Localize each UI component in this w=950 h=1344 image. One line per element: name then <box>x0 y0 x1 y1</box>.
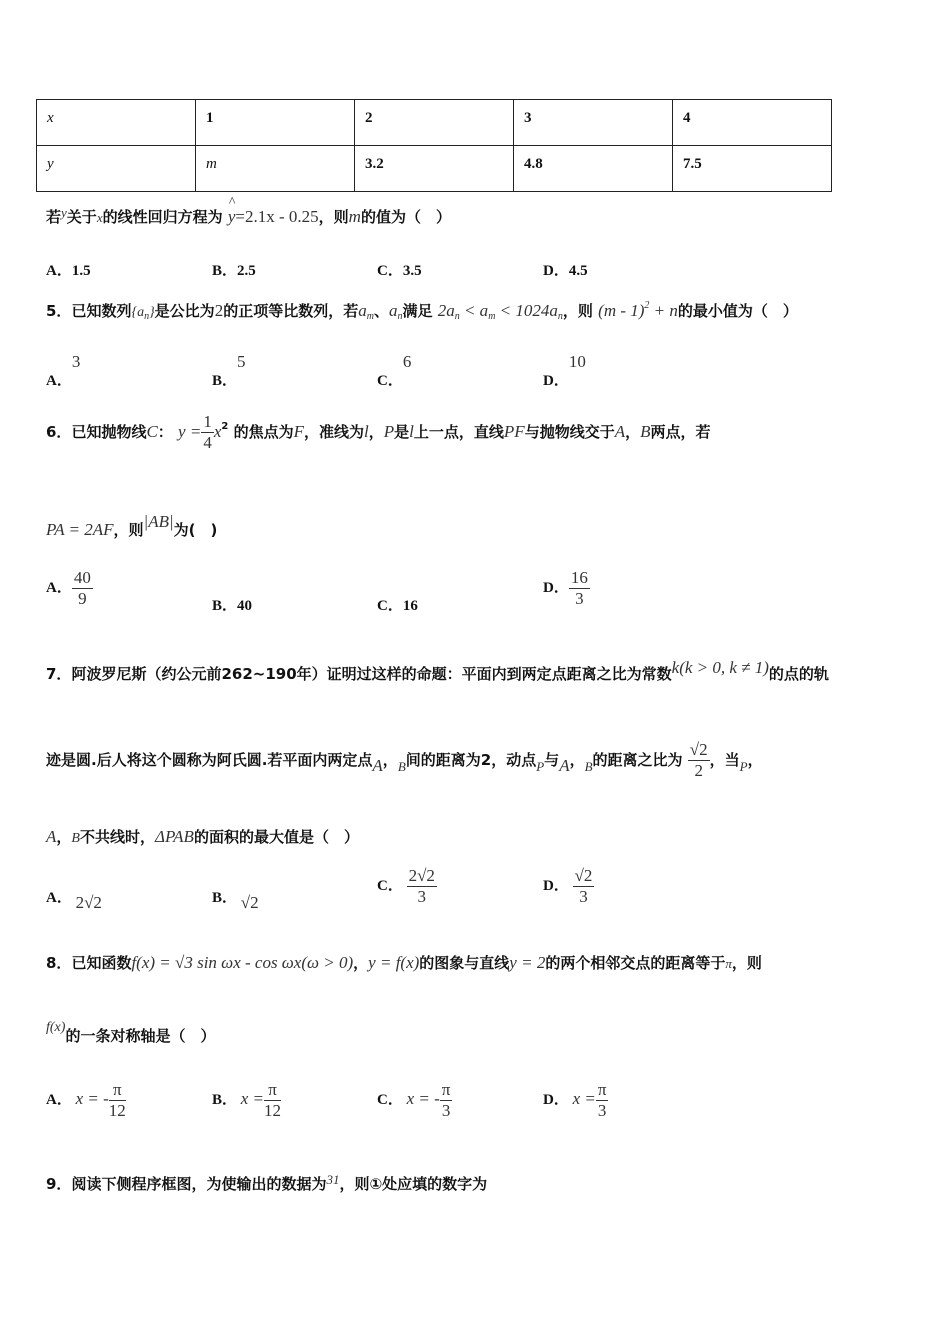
option-value: 16 <box>402 598 418 614</box>
q7-var-a: A <box>559 756 570 775</box>
q5-expr-tail: + n <box>649 301 678 320</box>
q4-var-m: m <box>348 207 361 226</box>
option-label: C． <box>377 877 403 894</box>
table-cell: 1 <box>196 100 355 146</box>
table-cell: 4.8 <box>514 146 673 192</box>
frac-num: π <box>597 1080 607 1099</box>
q4-option-a[interactable] <box>46 259 91 280</box>
frac-num: 16 <box>570 568 588 587</box>
q9-text: ，则①处应填的数字为 <box>339 1175 488 1193</box>
q6-x2-sup: 2 <box>221 421 229 432</box>
q6-condition: PA = 2AF <box>46 520 114 539</box>
option-value: 6 <box>402 352 412 371</box>
q6-var-pf: PF <box>503 422 525 441</box>
q5-sep: 、 <box>373 302 389 320</box>
q6-frac-den: 4 <box>203 433 212 452</box>
q4-text-end: 的值为（ ） <box>360 208 451 226</box>
q4-var-x: x <box>96 210 103 225</box>
q7-text: ， <box>747 751 763 769</box>
option-prefix: x = - <box>75 1088 109 1108</box>
q8-y2: y = 2 <box>509 953 546 972</box>
option-fraction <box>596 1080 609 1121</box>
option-fraction <box>573 866 595 907</box>
option-value: 1.5 <box>71 263 91 279</box>
q6-ab: |AB| <box>143 512 174 531</box>
q6-var-p: P <box>383 422 395 441</box>
option-value: √2 <box>240 893 259 912</box>
option-fraction <box>440 1080 453 1121</box>
question-8-text-2 <box>46 1020 215 1046</box>
q5-expr <box>598 301 678 320</box>
q7-option-b[interactable] <box>212 886 259 913</box>
option-label: B． <box>212 373 238 389</box>
q7-var-a: A <box>46 827 57 846</box>
q8-function: f(x) = √3 sin ωx - cos ωx(ω > 0) <box>131 953 354 972</box>
q5-text: ，则 <box>562 302 593 320</box>
option-label: A． <box>46 263 72 279</box>
question-number: 7． <box>46 665 72 683</box>
question-7-text <box>46 658 829 684</box>
q5-option-d[interactable] <box>543 352 586 390</box>
q6-text: 是 <box>394 423 410 441</box>
table-cell: 7.5 <box>673 146 832 192</box>
q8-yf: y = f(x) <box>368 953 420 972</box>
q5-an: $a_n$ <box>388 301 403 322</box>
q7-triangle: ΔPAB <box>154 827 194 846</box>
q9-value: 31 <box>326 1172 340 1187</box>
q7-text: 迹是圆.后人将这个圆称为阿氏圆.若平面内两定点 <box>46 751 373 769</box>
frac-den: 3 <box>597 1101 607 1120</box>
q5-ineq-2: < a <box>459 301 489 320</box>
table-row <box>37 100 832 146</box>
question-number: 9． <box>46 1175 72 1193</box>
option-label: D． <box>543 263 569 279</box>
option-label: C． <box>377 598 403 614</box>
q5-ineq-1: 2a <box>437 301 455 320</box>
option-label: B． <box>212 598 238 614</box>
q6-option-b[interactable] <box>212 594 252 615</box>
q6-var-c: C <box>146 422 158 441</box>
option-value: 3 <box>71 352 81 371</box>
option-label: B． <box>212 1091 238 1108</box>
q4-option-b[interactable] <box>212 259 256 280</box>
option-fraction <box>569 568 590 609</box>
q5-expr-base: (m - 1) <box>598 301 645 320</box>
q6-option-a[interactable] <box>46 568 93 609</box>
q6-x2: x <box>213 422 222 441</box>
q6-option-c[interactable] <box>377 594 418 615</box>
q6-text: ， <box>368 423 384 441</box>
q6-text: 上一点，直线 <box>413 423 504 441</box>
question-5-text <box>46 300 798 322</box>
table-cell: 3 <box>514 100 673 146</box>
q8-text: 的图象与直线 <box>419 954 510 972</box>
table-cell: 3.2 <box>355 146 514 192</box>
option-value: 10 <box>568 352 586 371</box>
data-table <box>36 99 832 192</box>
option-label: C． <box>377 1091 403 1108</box>
option-label: A． <box>46 1091 72 1108</box>
question-6-text <box>46 412 711 453</box>
q4-equation-lhs: ^ y <box>228 207 236 227</box>
table-header-y: y <box>37 146 196 192</box>
q7-text: ， <box>382 751 398 769</box>
question-8-text <box>46 952 762 973</box>
option-label: B． <box>212 890 238 906</box>
q5-text: 的最小值为（ ） <box>677 302 798 320</box>
q5-option-b[interactable] <box>212 352 246 390</box>
option-label: A． <box>46 579 72 596</box>
q6-option-d[interactable] <box>543 568 590 609</box>
q6-text: 为( ) <box>173 521 218 539</box>
option-value: 2.5 <box>237 263 256 279</box>
q6-y-eq: y = <box>178 422 202 441</box>
q6-text: ，准线为 <box>303 423 364 441</box>
frac-den: 12 <box>264 1101 282 1120</box>
option-prefix: x = <box>240 1088 265 1108</box>
option-label: D． <box>543 877 569 894</box>
frac-den: 12 <box>108 1101 126 1120</box>
q7-text: 的点的轨 <box>768 665 829 683</box>
q6-fraction <box>201 412 214 453</box>
question-4-text <box>46 205 451 227</box>
q5-text: 已知数列 <box>71 302 132 320</box>
q6-text: ： <box>157 423 173 441</box>
option-fraction <box>264 1080 281 1121</box>
q8-text: 的两个相邻交点的距离等于 <box>545 954 726 972</box>
q6-var-f: F <box>293 422 304 441</box>
q7-var-k: k <box>671 658 680 677</box>
option-label: B． <box>212 263 238 279</box>
q6-var-l: l <box>409 422 414 441</box>
frac-num: 2√2 <box>408 866 435 885</box>
q7-ratio-num: √2 <box>689 740 708 759</box>
option-fraction <box>72 568 93 609</box>
frac-num: π <box>264 1080 281 1101</box>
q6-text: 的焦点为 <box>233 423 294 441</box>
option-value: 40 <box>237 598 253 614</box>
q4-text-about: 关于 <box>66 208 97 226</box>
q5-ineq-3: < 1024a <box>495 301 558 320</box>
table-cell: 4 <box>673 100 832 146</box>
frac-num: π <box>441 1080 451 1099</box>
table-cell: m <box>196 146 355 192</box>
q8-fx: f(x) <box>46 1020 66 1035</box>
q8-text: 的一条对称轴是（ ） <box>65 1027 216 1045</box>
option-prefix: x = <box>572 1088 596 1108</box>
q4-equation-rhs: =2.1x - 0.25 <box>235 207 319 226</box>
q7-option-c[interactable] <box>377 866 437 907</box>
q5-text: 的正项等比数列，若 <box>223 302 359 320</box>
q8-option-c[interactable] <box>377 1080 452 1121</box>
option-prefix: x = - <box>406 1088 440 1108</box>
q8-option-d[interactable] <box>543 1080 608 1121</box>
q5-inequality: $2a_n < a_m < 1024a_n$ <box>437 301 563 322</box>
question-number: 8． <box>46 954 72 972</box>
q6-text: 已知抛物线 <box>71 423 147 441</box>
q7-text: ， <box>56 828 72 846</box>
option-label: C． <box>377 263 403 279</box>
q4-text-prefix: 若 <box>46 208 62 226</box>
option-label: D． <box>543 579 569 596</box>
q7-k-cond: (k > 0, k ≠ 1) <box>679 658 769 677</box>
q4-option-c[interactable] <box>377 259 422 280</box>
frac-den: 9 <box>72 588 93 609</box>
q7-text: 阿波罗尼斯（约公元前262~190年）证明过这样的命题：平面内到两定点距离之比为常数 <box>71 665 672 683</box>
option-value: 4.5 <box>568 263 588 279</box>
q4-option-d[interactable] <box>543 259 588 280</box>
q6-text: 两点，若 <box>650 423 711 441</box>
option-value: 2√2 <box>75 893 102 912</box>
q7-text: 的距离之比为 <box>592 751 683 769</box>
q7-var-a: A <box>372 756 383 775</box>
q5-option-a[interactable] <box>46 352 80 390</box>
q6-frac-num: 1 <box>203 412 212 431</box>
q6-text: ， <box>625 423 641 441</box>
q7-text: 不共线时， <box>79 828 155 846</box>
q7-var-p: P <box>536 759 545 774</box>
q8-option-b[interactable] <box>212 1080 281 1121</box>
table-row <box>37 146 832 192</box>
q4-text-then: ，则 <box>318 208 349 226</box>
frac-den: 3 <box>417 887 427 906</box>
q6-var-l: l <box>364 422 369 441</box>
option-label: D． <box>543 1091 569 1108</box>
q9-text: 阅读下侧程序框图，为使输出的数据为 <box>71 1175 327 1193</box>
table-header-x: x <box>37 100 196 146</box>
option-value: 3.5 <box>402 263 422 279</box>
q5-am: $a_m$ <box>358 301 374 322</box>
q4-text-mid: 的线性回归方程为 <box>102 208 223 226</box>
option-fraction <box>407 866 437 907</box>
question-7-text-2 <box>46 740 763 781</box>
q6-var-b: B <box>640 422 651 441</box>
question-number: 6． <box>46 423 72 441</box>
q7-var-b: B <box>584 759 593 774</box>
q5-seq: $\{a_n\}$ <box>131 305 155 322</box>
question-7-text-3 <box>46 826 359 847</box>
q5-am-a: a <box>358 301 367 320</box>
q7-var-b: B <box>71 831 80 846</box>
q8-option-a[interactable] <box>46 1080 126 1121</box>
option-label: C． <box>377 373 403 389</box>
q8-text: ，则 <box>731 954 762 972</box>
frac-den: 3 <box>569 588 590 609</box>
q8-text: 已知函数 <box>71 954 132 972</box>
option-value: 5 <box>237 352 246 371</box>
question-9-text <box>46 1172 487 1194</box>
q5-seq-a: a <box>137 305 145 320</box>
q7-text: 与 <box>544 751 560 769</box>
frac-num: √2 <box>574 866 593 885</box>
q6-text: 与抛物线交于 <box>524 423 615 441</box>
option-fraction <box>109 1080 126 1121</box>
option-label: A． <box>46 890 72 906</box>
q8-pi: π <box>725 956 732 971</box>
q5-an-a: a <box>388 301 398 320</box>
q6-var-a: A <box>614 422 626 441</box>
q5-text: 是公比为 <box>154 302 215 320</box>
frac-den: 3 <box>579 887 588 906</box>
q7-var-b: B <box>397 759 406 774</box>
q7-option-d[interactable] <box>543 866 594 907</box>
option-label: D． <box>543 373 569 389</box>
q4-var-y: y <box>61 205 67 220</box>
frac-den: 3 <box>441 1101 451 1120</box>
q5-option-c[interactable] <box>377 352 411 390</box>
table-cell: 2 <box>355 100 514 146</box>
q5-text: 满足 <box>402 302 433 320</box>
frac-num: 40 <box>73 568 91 587</box>
q7-text: ， <box>569 751 585 769</box>
q7-text: 间的距离为2，动点 <box>405 751 537 769</box>
q5-expr-sup: 2 <box>644 300 650 311</box>
question-6-text-2 <box>46 512 217 540</box>
q5-ratio: 2 <box>214 301 224 320</box>
q7-text: 的面积的最大值是（ ） <box>193 828 359 846</box>
q7-option-a[interactable] <box>46 886 102 913</box>
q7-text: ，当 <box>709 751 740 769</box>
q7-ratio <box>688 740 710 781</box>
option-label: A． <box>46 373 72 389</box>
q7-var-p: P <box>739 759 748 774</box>
q7-ratio-den: 2 <box>694 761 703 780</box>
q6-text: ，则 <box>113 521 144 539</box>
frac-num: π <box>109 1080 126 1101</box>
question-number: 5． <box>46 302 72 320</box>
q8-text: ， <box>353 954 369 972</box>
